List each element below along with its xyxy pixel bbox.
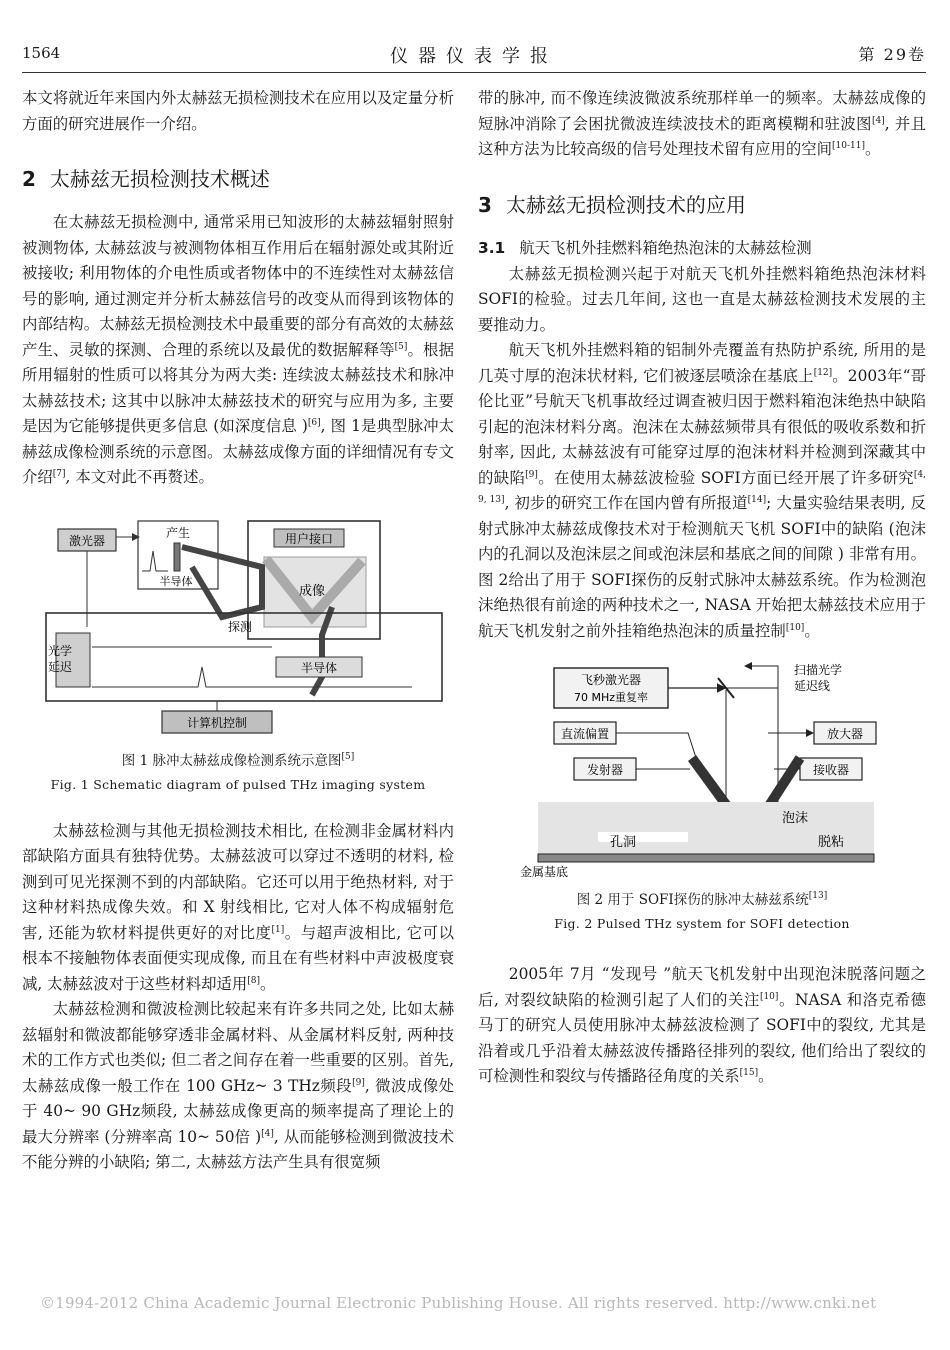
delay-label: 延迟 [48, 659, 73, 674]
section-number: 2 [22, 167, 36, 191]
foam-label: 泡沫 [782, 811, 809, 826]
figure-1-diagram [22, 507, 454, 737]
citation[interactable]: [4] [871, 115, 885, 126]
right-paragraph-3: 航天飞机外挂燃料箱的铝制外壳覆盖有热防护系统, 所用的是几英寸厚的泡沫状材料, 它们被逐层喷涂在基底上[12]。2003年“哥伦比亚”号航天飞机事故经过调查被归因于燃料箱泡沫绝热中缺陷引起的泡沫材料分离。泡沫在太赫兹频带具有很低的吸收系数和折射率, 因此, 太赫兹波有可能穿过厚的泡沫材料并检测到深藏其中的缺陷[9]。在使用太赫兹波检验 SOFI方面已经开展了许多研究[4, 9, 13], 初步的研究工作在国内曾有所报道[14]; 大量实验结果表明, 反射式脉冲太赫兹成像技术对于检测航天飞机 SOFI中的缺陷 (泡沫内的孔洞以及泡沫层之间或泡沫层和基底之间的间隙 ) 非常有用。图 2给出了用于 SOFI探伤的反射式脉冲太赫兹系统。作为检测泡沫绝热很有前途的两种技术之一, NASA 开始把太赫兹技术应用于航天飞机发射之前外挂箱绝热泡沫的质量控制[10]。 [478, 341, 926, 640]
copyright-footer: ©1994-2012 China Academic Journal Electronic Publishing House. All rights reserved. http://www.cnki.net [40, 1294, 877, 1312]
figure-1 [22, 507, 454, 797]
imaging-label: 成像 [298, 583, 326, 599]
metal-base-label: 金属基底 [520, 865, 569, 879]
citation[interactable]: [10] [759, 991, 779, 1002]
citation[interactable]: [5] [341, 751, 355, 762]
left-column [22, 86, 454, 1176]
figure-1-caption-en: Fig. 1 Schematic diagram of pulsed THz imaging system [50, 776, 426, 792]
hole-label: 孔洞 [610, 835, 637, 850]
page-header [22, 42, 926, 73]
detection-label: 探测 [227, 619, 253, 634]
dc-bias-label: 直流偏置 [560, 727, 610, 741]
semiconductor-bottom-label: 半导体 [300, 660, 338, 675]
citation[interactable]: [4] [261, 1128, 274, 1139]
citation[interactable]: [9] [352, 1077, 365, 1088]
intro-paragraph: 本文将就近年来国内外太赫兹无损检测技术在应用以及定量分析方面的研究进展作一介绍。 [22, 89, 454, 133]
left-paragraph-3: 太赫兹检测和微波检测比较起来有许多共同之处, 比如太赫兹辐射和微波都能够穿透非金属材料、从金属材料反射, 两种技术的工作方式也类似; 但二者之间存在着一些重要的区别。首先, 太赫兹成像一般工作在 100 GHz~ 3 THz频段[9], 微波成像处于 40~ 90 GHz频段, 太赫兹成像更高的频率提高了理论上的最大分辨率 (分辨率高 10~ 50倍 )[4], 从而能够检测到微波技术不能分辨的小缺陷; 第二, 太赫兹方法产生具有很宽频 [22, 1000, 454, 1171]
figure-2-caption-cn: 图 2 用于 SOFI探伤的脉冲太赫兹系统[13] [576, 891, 828, 908]
section-title: 太赫兹无损检测技术概述 [49, 167, 270, 191]
left-paragraph-2: 太赫兹检测与其他无损检测技术相比, 在检测非金属材料内部缺陷方面具有独特优势。太赫兹波可以穿过不透明的材料, 检测到可见光探测不到的内部缺陷。它还可以用于绝热材料, 对于这种材料热成像失效。和 X 射线相比, 它对人体不构成辐射危害, 还能为软材料提供更好的对比度[1]。与超声波相比, 它可以根本不接触物体表面便实现成像, 而且在有些材料中声波极度衰减, 太赫兹波对于这些材料却适用[8]。 [22, 821, 454, 993]
section-title: 太赫兹无损检测技术的应用 [505, 192, 746, 217]
amplifier-label: 放大器 [826, 727, 864, 741]
optical-label: 光学 [48, 643, 73, 658]
journal-title: 仪器仪表学报 [390, 46, 558, 67]
section-number: 3 [478, 192, 492, 217]
citation[interactable]: [10-11] [832, 141, 865, 151]
page-number: 1564 [22, 44, 61, 62]
semiconductor-top-label: 半导体 [159, 574, 193, 588]
citation[interactable]: [14] [747, 495, 767, 505]
rep-rate-label: 70 MHz重复率 [573, 691, 649, 704]
generate-label: 产生 [166, 525, 191, 540]
metal-base-bar [538, 854, 874, 862]
citation[interactable]: [12] [813, 367, 833, 378]
scan-delay-label-2: 延迟线 [794, 679, 831, 693]
section-3-heading [478, 189, 926, 218]
subsection-number: 3.1 [478, 238, 506, 257]
emitter-label: 发射器 [586, 763, 624, 777]
volume-label: 第 29卷 [858, 45, 926, 64]
scan-delay-label-1: 扫描光学 [794, 663, 843, 677]
citation[interactable]: [10] [785, 622, 805, 633]
figure-2 [478, 662, 926, 936]
section-2-heading [22, 163, 454, 192]
citation[interactable]: [8] [247, 975, 261, 986]
section-3-1-heading [478, 236, 926, 258]
citation[interactable]: [6] [307, 418, 321, 428]
right-paragraph-2: 太赫兹无损检测兴起于对航天飞机外挂燃料箱绝热泡沫材料 SOFI的检验。过去几年间, 这也一直是太赫兹检测技术发展的主要推动力。 [478, 264, 926, 334]
receiver-label: 接收器 [812, 763, 850, 777]
figure-2-caption-en: Fig. 2 Pulsed THz system for SOFI detection [554, 916, 850, 931]
subsection-title: 航天飞机外挂燃料箱绝热泡沫的太赫兹检测 [519, 238, 812, 257]
semiconductor-top [174, 543, 180, 571]
laser-label: 激光器 [68, 533, 106, 548]
figure-1-caption-cn: 图 1 脉冲太赫兹成像检测系统示意图[5] [121, 751, 355, 769]
right-paragraph-1: 带的脉冲, 而不像连续波微波系统那样单一的频率。太赫兹成像的短脉冲消除了会困扰微波连续波技术的距离模糊和驻波图[4], 并且这种方法为比较高级的信号处理技术留有应用的空间[10-11]。 [478, 89, 926, 158]
citation[interactable]: [13] [808, 891, 828, 901]
computer-label: 计算机控制 [186, 715, 248, 730]
citation[interactable]: [15] [739, 1068, 759, 1078]
citation[interactable]: [7] [52, 469, 66, 479]
citation[interactable]: [9] [525, 469, 538, 480]
user-interface-label: 用户接口 [284, 531, 334, 546]
fs-laser-label: 飞秒激光器 [580, 673, 642, 687]
section-2-paragraph-1: 在太赫兹无损检测中, 通常采用已知波形的太赫兹辐射照射被测物体, 太赫兹波与被测物体相互作用后在辐射源处或其附近被接收; 利用物体的介电性质或者物体中的不连续性对太赫兹信号的影响, 通过测定并分析太赫兹信号的改变从而得到该物体的内部结构。太赫兹无损检测技术中最重要的部分有高效的太赫兹产生、灵敏的探测、合理的系统以及最优的数据解释等[5]。根据所用辐射的性质可以将其分为两大类: 连续波太赫兹技术和脉冲太赫兹技术; 这其中以脉冲太赫兹技术的研究与应用为多, 主要是因为它能够提供更多信息 (如深度信息 )[6], 图 1是典型脉冲太赫兹成像检测系统的示意图。太赫兹成像方面的详细情况有专文介绍[7], 本文对此不再赘述。 [22, 213, 454, 486]
figure-2-diagram [478, 662, 926, 880]
citation[interactable]: [4, 9, 13] [478, 469, 926, 505]
right-paragraph-4: 2005年 7月 “发现号 ”航天飞机发射中出现泡沫脱落问题之后, 对裂纹缺陷的检测引起了人们的关注[10]。NASA 和洛克希德马丁的研究人员使用脉冲太赫兹波检测了 SOFI中的裂纹, 尤其是沿着或几乎沿着太赫兹波传播路径排列的裂纹, 他们给出了裂纹的可检测性和裂纹与传播路径角度的关系[15]。 [478, 965, 926, 1085]
right-column [478, 86, 926, 1090]
citation[interactable]: [1] [271, 924, 285, 935]
citation[interactable]: [5] [394, 341, 408, 352]
debond-label: 脱粘 [818, 835, 845, 850]
